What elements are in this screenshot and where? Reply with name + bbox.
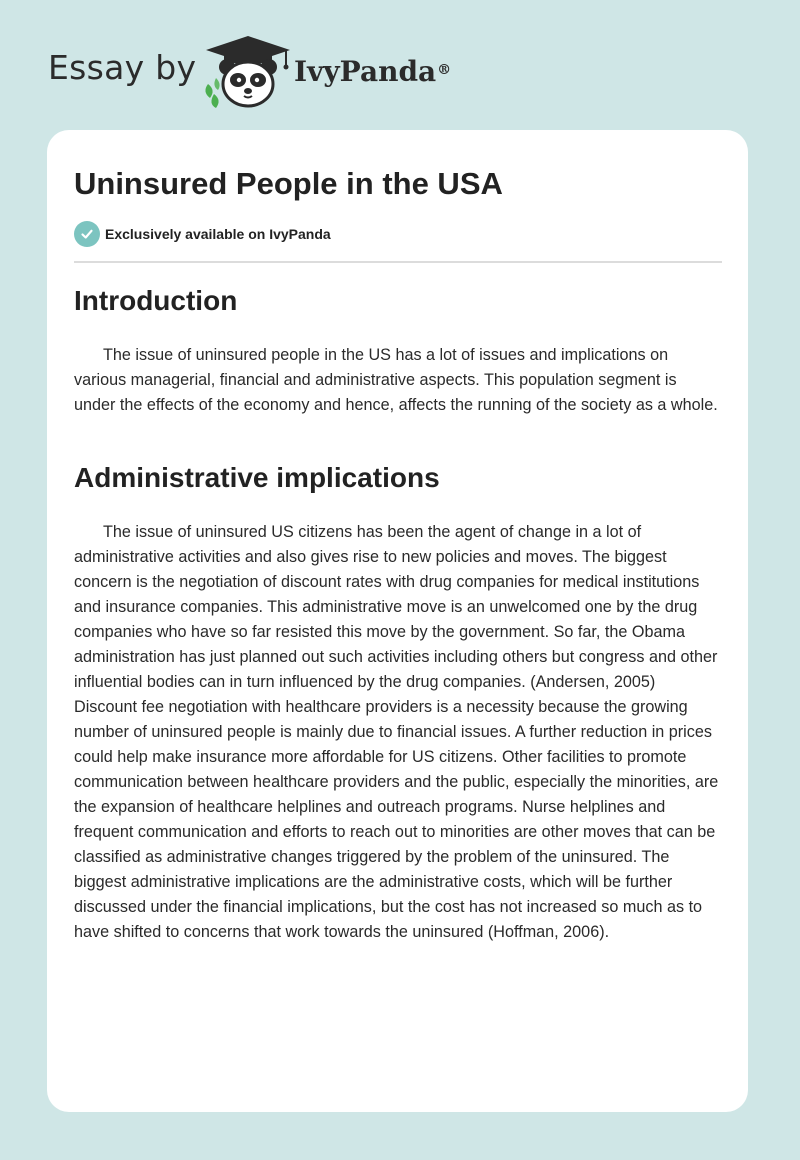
section-paragraph-administrative: The issue of uninsured US citizens has been the agent of change in a lot of administrative activities and also gives rise to new policies and moves. The biggest concern is the negotiation of discount rates with drug companies for medical institutions and insurance companies. This administrative move is an unwelcomed one by the drug companies who have so far resisted this move by the government. So far, the Obama administration has just planned out such activities including others but congress and other influential bodies can in turn influenced by the drug companies. (Andersen, 2005) Discount fee negotiation with healthcare providers is a necessity because the growing number of uninsured people is mainly due to financial issues. A further reduction in prices could help make insurance more affordable for US citizens. Other facilities to promote communication between healthcare providers and the public, especially the minorities, are the expansion of healthcare helplines and outreach programs. Nurse helplines and frequent communication and efforts to reach out to minorities are other moves that can be classified as administrative changes triggered by the problem of the uninsured. The biggest administrative implications are the administrative costs, which will be further discussed under the financial implications, but the cost has not increased so much as to have shifted to concerns that work towards the uninsured (Hoffman, 2006). bbox=[74, 523, 719, 941]
section-paragraph-introduction: The issue of uninsured people in the US has a lot of issues and implications on various managerial, financial and administrative aspects. This population segment is under the effects of the economy and hence, affects the running of the society as a whole. bbox=[74, 346, 718, 414]
panda-logo-icon[interactable] bbox=[200, 34, 296, 110]
exclusive-badge-label: Exclusively available on IvyPanda bbox=[105, 226, 331, 242]
essay-by-label: Essay by bbox=[48, 48, 197, 87]
check-icon bbox=[74, 221, 100, 247]
section-heading-introduction: Introduction bbox=[74, 285, 238, 316]
essay-card bbox=[47, 130, 748, 1112]
page-title: Uninsured People in the USA bbox=[74, 166, 503, 201]
site-header bbox=[0, 0, 800, 130]
exclusive-badge bbox=[74, 221, 331, 247]
registered-mark: ® bbox=[437, 62, 452, 78]
section-heading-administrative: Administrative implications bbox=[74, 462, 440, 493]
title-divider bbox=[74, 261, 722, 263]
ivypanda-brand-name[interactable]: IvyPanda® bbox=[294, 55, 452, 88]
